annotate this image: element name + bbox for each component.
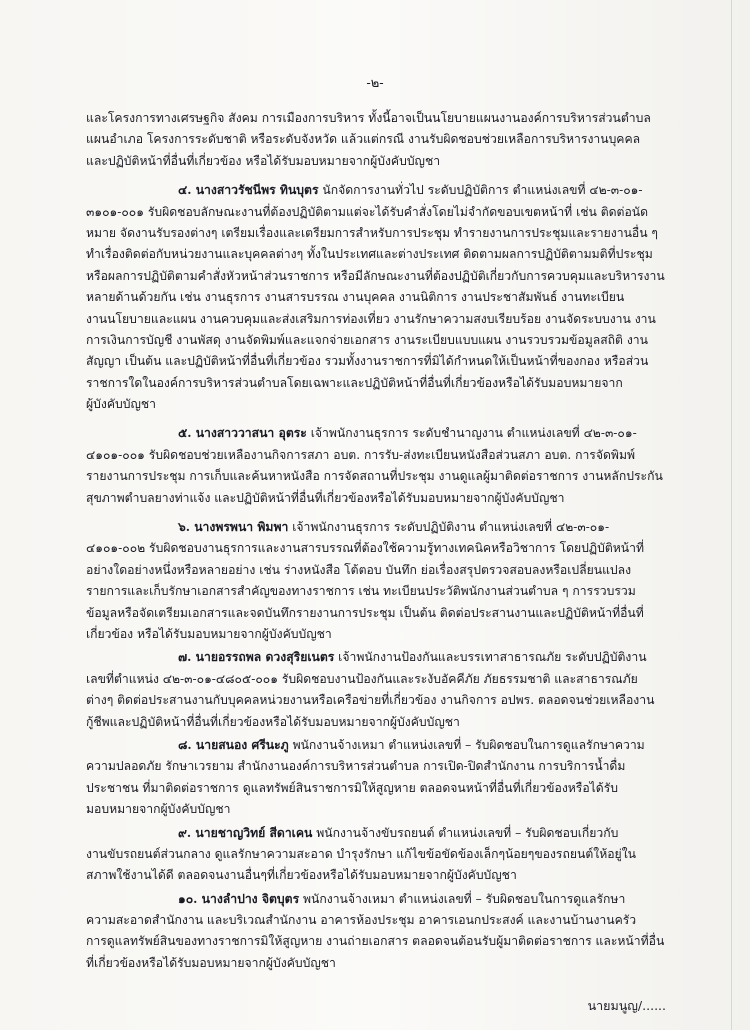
text-span: เจ้าพนักงานป้องกันและบรรเทาสาธารณภัย ระดับปฏิบัติงาน — [338, 650, 647, 665]
text-line: การดูแลทรัพย์สินของทางราชการมิให้สูญหาย งานถ่ายเอกสาร ตลอดจนต้อนรับผู้มาติดต่อราชการ และหน้าที่อื่น — [86, 934, 665, 949]
text-line: หลายด้านด้วยกัน เช่น งานธุรการ งานสารบรรณ งานบุคคล งานนิติการ งานประชาสัมพันธ์ งานทะเบียน — [86, 290, 625, 305]
text-line — [86, 889, 668, 910]
text-span: นักจัดการงานทั่วไป ระดับปฏิบัติการ ตำแหน่งเลขที่ ๔๒-๓-๐๑- — [322, 183, 643, 198]
document-body — [86, 108, 668, 982]
text-line: อย่างใดอย่างหนึ่งหรือหลายอย่าง เช่น ร่างหนังสือ โต้ตอบ บันทึก ย่อเรื่องสรุปตรวจสอบลงหรือเปลี่ยนแปลง — [86, 562, 632, 577]
text-span: พนักงานจ้างขับรถยนต์ ตำแหน่งเลขที่ – รับผิดชอบเกี่ยวกับ — [316, 825, 619, 840]
text-line: ที่เกี่ยวข้องหรือได้รับมอบหมายจากผู้บังคับบัญชา — [86, 955, 336, 970]
text-line: ผู้บังคับบัญชา — [86, 397, 156, 412]
person-name: ๕. นางสาววาสนา อุตระ — [178, 426, 307, 441]
paper-edge — [731, 0, 732, 1030]
text-line: ๔๑๐๑-๐๐๑ รับผิดชอบช่วยเหลืองานกิจการสภา อบต. การรับ-ส่งทะเบียนหนังสือส่วนสภา อบต. การจัดพิมพ์ — [86, 447, 636, 462]
text-line — [86, 423, 668, 444]
text-line: สุขภาพตำบลยางท่าแจ้ง และปฏิบัติหน้าที่อื่นที่เกี่ยวข้องหรือได้รับมอบหมายจากผู้บังคับบัญชา — [86, 490, 565, 505]
text-line: หรือผลการปฏิบัติตามคำสั่งหัวหน้าส่วนราชการ หรือมีลักษณะงานที่ต้องปฏิบัติเกี่ยวกับการควบคุมและบริหารงาน — [86, 268, 665, 283]
text-line: ๓๑๐๑-๐๐๑ รับผิดชอบลักษณะงานที่ต้องปฏิบัติตามแต่จะได้รับคำสั่งโดยไม่จำกัดขอบเขตหน้าที่ เช่น ติดต่อนัด — [86, 204, 649, 219]
paragraph-item-7 — [86, 647, 668, 733]
text-line: ความสะอาดสำนักงาน และบริเวณสำนักงาน อาคารห้องประชุม อาคารเอนกประสงค์ และงานบ้านงานครัว — [86, 913, 637, 928]
paragraph-item-4 — [86, 180, 668, 415]
text-span: พนักงานจ้างเหมา ตำแหน่งเลขที่ – รับผิดชอบในการดูแลรักษา — [303, 891, 626, 906]
text-line: งานขับรถยนต์ส่วนกลาง ดูแลรักษาความสะอาด บำรุงรักษา แก้ไขข้อขัดข้องเล็กๆน้อยๆของรถยนต์ให้อยู่ใน — [86, 846, 636, 861]
continuation-note: นายมนูญ/...... — [587, 998, 666, 1013]
text-line: การเงินการบัญชี งานพัสดุ งานจัดพิมพ์และแจกจ่ายเอกสาร งานระเบียบแบบแผน งานรวบรวมข้อมูลสถิติ งาน — [86, 332, 648, 347]
person-name: ๖. นางพรพนา พิมพา — [178, 520, 289, 535]
text-line: รายงานการประชุม การเก็บและค้นหาหนังสือ การจัดสถานที่ประชุม งานดูแลผู้มาติดต่อราชการ งานหลักประกัน — [86, 469, 663, 484]
paragraph-item-6 — [86, 517, 668, 645]
text-line: ต่างๆ ติดต่อประสานงานกับบุคคลหน่วยงานหรือเครือข่ายที่เกี่ยวข้อง งานกิจการ อปพร. ตลอดจนช่วยเหลืองาน — [86, 693, 655, 708]
page-number: -๒- — [366, 76, 384, 91]
text-line: มอบหมายจากผู้บังคับบัญชา — [86, 802, 231, 817]
paragraph-intro — [86, 108, 668, 172]
text-line: แผนอำเภอ โครงการระดับชาติ หรือระดับจังหวัด แล้วแต่กรณี งานรับผิดชอบช่วยเหลือการบริหารงานบุคคล — [86, 132, 641, 147]
text-line — [86, 647, 668, 668]
text-line: กู้ชีพและปฏิบัติหน้าที่อื่นที่เกี่ยวข้องหรือได้รับมอบหมายจากผู้บังคับบัญชา — [86, 714, 460, 729]
paragraph-item-8 — [86, 735, 668, 821]
text-line — [86, 823, 668, 844]
text-line: ๔๑๐๑-๐๐๒ รับผิดชอบงานธุรการและงานสารบรรณที่ต้องใช้ความรู้ทางเทคนิคหรือวิชาการ โดยปฏิบัติหน้าที่ — [86, 541, 644, 556]
text-line: ประชาชน ที่มาติดต่อราชการ ดูแลทรัพย์สินราชการมิให้สูญหาย ตลอดจนหน้าที่อื่นที่เกี่ยวข้องหรือได้รับ — [86, 780, 619, 795]
paragraph-item-9 — [86, 823, 668, 887]
text-line: และโครงการทางเศรษฐกิจ สังคม การเมืองการบริหาร ทั้งนี้อาจเป็นนโยบายแผนงานองค์การบริหารส่วนตำบล — [86, 111, 651, 125]
text-line: ราชการใดในองค์การบริหารส่วนตำบลโดยเฉพาะและปฏิบัติหน้าที่อื่นที่เกี่ยวข้องหรือได้รับมอบหมายจาก — [86, 375, 623, 390]
person-name: ๑๐. นางลำปาง จิตบุตร — [178, 891, 300, 906]
text-span: พนักงานจ้างเหมา ตำแหน่งเลขที่ – รับผิดชอบในการดูแลรักษาความ — [292, 737, 645, 752]
person-name: ๔. นางสาวรัชนีพร ทินบุตร — [178, 183, 319, 198]
text-line: ข้อมูลหรือจัดเตรียมเอกสารและจดบันทึกรายงานการประชุม เป็นต้น ติดต่อประสานงานและปฏิบัติหน้าที่อื่นที่ — [86, 605, 644, 620]
person-name: ๗. นายอรรถพล ดวงสุริยเนตร — [178, 650, 335, 665]
person-name: ๘. นายสนอง ศรีนะภู — [178, 737, 289, 752]
text-line — [86, 517, 668, 538]
text-span: เจ้าพนักงานธุรการ ระดับปฏิบัติงาน ตำแหน่งเลขที่ ๔๒-๓-๐๑- — [292, 520, 610, 535]
person-name: ๙. นายชาญวิทย์ สีดาเคน — [178, 825, 313, 840]
paragraph-item-10 — [86, 889, 668, 975]
text-line: รายการและเก็บรักษาเอกสารสำคัญของทางราชการ เช่น ทะเบียนประวัติพนักงานส่วนตำบล ๆ การรวบรวม — [86, 584, 636, 599]
text-line — [86, 180, 668, 201]
paragraph-item-5 — [86, 423, 668, 509]
text-line: สัญญา เป็นต้น และปฏิบัติหน้าที่อื่นที่เกี่ยวข้อง รวมทั้งงานราชการที่มิได้กำหนดให้เป็นหน้าที่ของกอง หรือส่วน — [86, 354, 649, 369]
text-line: ทำเรื่องติดต่อกับหน่วยงานและบุคคลต่างๆ ทั้งในประเทศและต่างประเทศ ติดตามผลการปฏิบัติตามมติที่ประชุม — [86, 247, 653, 262]
text-line: สภาพใช้งานได้ดี ตลอดจนงานอื่นๆที่เกี่ยวข้องหรือได้รับมอบหมายจากผู้บังคับบัญชา — [86, 868, 517, 883]
text-line: และปฏิบัติหน้าที่อื่นที่เกี่ยวข้อง หรือได้รับมอบหมายจากผู้บังคับบัญชา — [86, 153, 441, 168]
text-line: เลขที่ตำแหน่ง ๔๒-๓-๐๑-๔๘๐๕-๐๐๑ รับผิดชอบงานป้องกันและระงับอัคคีภัย ภัยธรรมชาติ และสาธารณภัย — [86, 671, 638, 686]
text-span: เจ้าพนักงานธุรการ ระดับชำนาญงาน ตำแหน่งเลขที่ ๔๒-๓-๐๑- — [310, 426, 637, 441]
text-line: หมาย จัดงานรับรองต่างๆ เตรียมเรื่องและเตรียมการสำหรับการประชุม ทำรายงานการประชุมและรายงานอื่น ๆ — [86, 225, 658, 240]
text-line: ความปลอดภัย รักษาเวรยาม สำนักงานองค์การบริหารส่วนตำบล การเปิด-ปิดสำนักงาน การบริการน้ำดื่ม — [86, 759, 626, 774]
text-line: เกี่ยวข้อง หรือได้รับมอบหมายจากผู้บังคับบัญชา — [86, 626, 332, 641]
text-line — [86, 735, 668, 756]
text-line: งานนโยบายและแผน งานควบคุมและส่งเสริมการท่องเที่ยว งานรักษาความสงบเรียบร้อย งานจัดระบบงาน งาน — [86, 311, 656, 326]
